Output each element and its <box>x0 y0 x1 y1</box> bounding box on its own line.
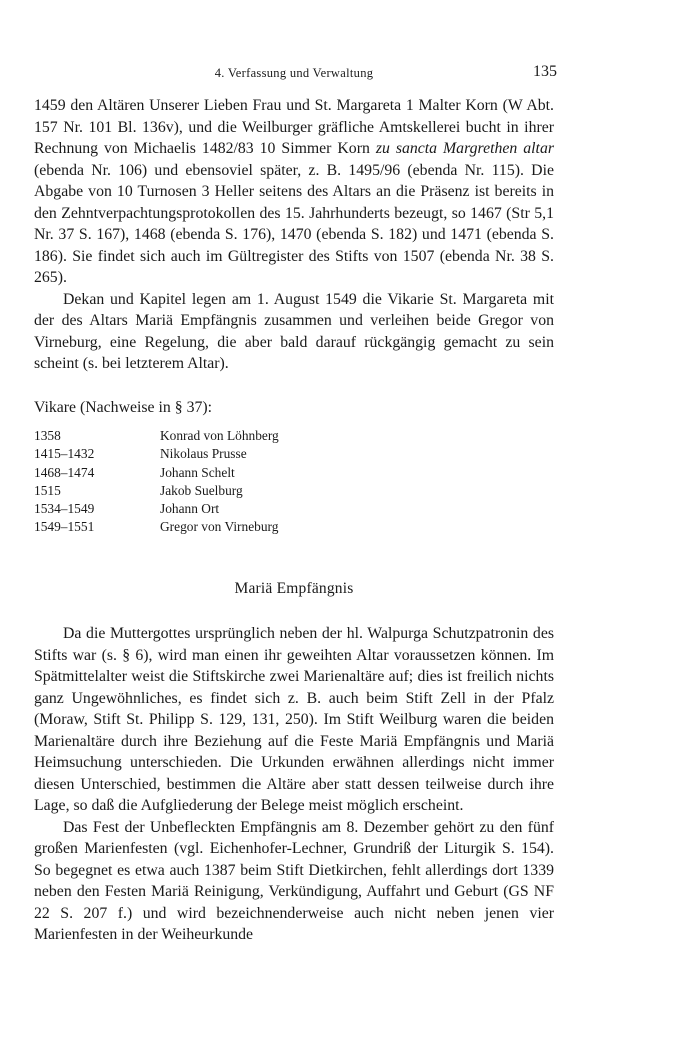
vikare-heading: Vikare (Nachweise in § 37): <box>34 399 213 416</box>
list-item <box>34 427 279 445</box>
vikare-name: Johann Schelt <box>160 464 235 480</box>
vikare-years: 1358 <box>34 428 61 443</box>
paragraph-margareta-revenues <box>34 95 554 289</box>
italic-quote: zu sancta Margrethen altar <box>375 140 554 157</box>
running-title: 4. Verfassung und Verwaltung <box>214 66 374 80</box>
vikare-years: 1415–1432 <box>34 446 95 462</box>
running-header <box>34 63 557 86</box>
list-item <box>34 482 279 500</box>
vikare-years: 1549–1551 <box>34 519 95 535</box>
list-item <box>34 464 279 482</box>
vikare-name: Nikolaus Prusse <box>160 446 247 462</box>
text-block-lower <box>34 623 554 946</box>
paragraph-two-marian-altars: Da die Muttergottes ursprünglich neben der hl. Walpurga Schutzpatronin des Stifts war (s. § 6), wird man einen ihr geweihten Altar voraussetzen können. Im Spätmittelalter weist die Stiftskirche zwei Marienaltäre auf; dies ist freilich nichts ganz Ungewöhnliches, es findet sich z. B. auch beim Stift Zell in der Pfalz (Moraw, Stift St. Philipp S. 129, 131, 250). Im Stift Weilburg waren die beiden Marienaltäre durch ihre Beziehung auf die Feste Mariä Empfängnis und Mariä Heimsuchung unterschieden. Die Urkunden erwähnen allerdings nicht immer diesen Unterschied, bestimmen die Altäre aber statt dessen teilweise durch ihre Lage, so daß die Aufgliederung der Belege meist möglich erscheint. <box>34 625 554 814</box>
paragraph-vikarie-merger: Dekan und Kapitel legen am 1. August 1549 die Vikarie St. Margareta mit der des Altars Mariä Empfängnis zusammen und verleihen beide Gregor von Virneburg, eine Regelung, die aber bald darauf rückgängig gemacht zu sein scheint (s. bei letzterem Altar). <box>34 290 554 372</box>
vikare-name: Gregor von Virneburg <box>160 519 279 535</box>
vikare-years: 1534–1549 <box>34 501 95 517</box>
vikare-name: Konrad von Löhnberg <box>160 428 279 443</box>
paragraph-text: (ebenda Nr. 106) und ebensoviel später, z. B. 1495/96 (ebenda Nr. 115). Die Abgabe von 10 Turnosen 3 Heller seitens des Altars an die Präsenz ist bereits in den Zehntverpachtungsprotokollen des 15. Jahrhunderts bezeugt, so 1467 (Str 5,1 Nr. 37 S. 167), 1468 (ebenda S. 176), 1470 (ebenda S. 182) und 1471 (ebenda S. 186). Sie findet sich auch im Gültregister des Stifts von 1507 (ebenda Nr. 38 S. 265). <box>34 161 554 286</box>
page-number: 135 <box>533 63 557 80</box>
vikare-years: 1468–1474 <box>34 464 95 480</box>
vikare-name: Johann Ort <box>160 501 220 517</box>
vikare-years: 1515 <box>34 482 61 498</box>
list-item <box>34 445 279 463</box>
paragraph-text: 1459 den Altären Unserer Lieben Frau und St. Margareta 1 Malter Korn (W Abt. 157 Nr. 101 Bl. 136v), und die Weilburger gräfliche Amtskellerei bucht in ihrer Rechnung von Michaelis 1482/83 10 Simmer Korn <box>34 97 554 157</box>
list-item <box>34 500 279 518</box>
list-item <box>34 518 279 536</box>
vikare-name: Jakob Suelburg <box>160 482 243 498</box>
text-block-upper <box>34 95 554 375</box>
vikare-list <box>34 427 279 537</box>
paragraph-immaculate-conception-feast: Das Fest der Unbefleckten Empfängnis am 8. Dezember gehört zu den fünf großen Marienfesten (vgl. Eichenhofer-Lechner, Grundriß der Liturgik S. 154). So begegnet es etwa auch 1387 beim Stift Dietkirchen, fehlt allerdings dort 1339 neben den Festen Mariä Reinigung, Verkündigung, Auffahrt und Geburt (GS NF 22 S. 207 f.) und wird bezeichnenderweise auch nicht neben jenen vier Marienfesten in der Weiheurkunde <box>34 818 554 943</box>
section-heading: Mariä Empfängnis <box>234 580 354 597</box>
